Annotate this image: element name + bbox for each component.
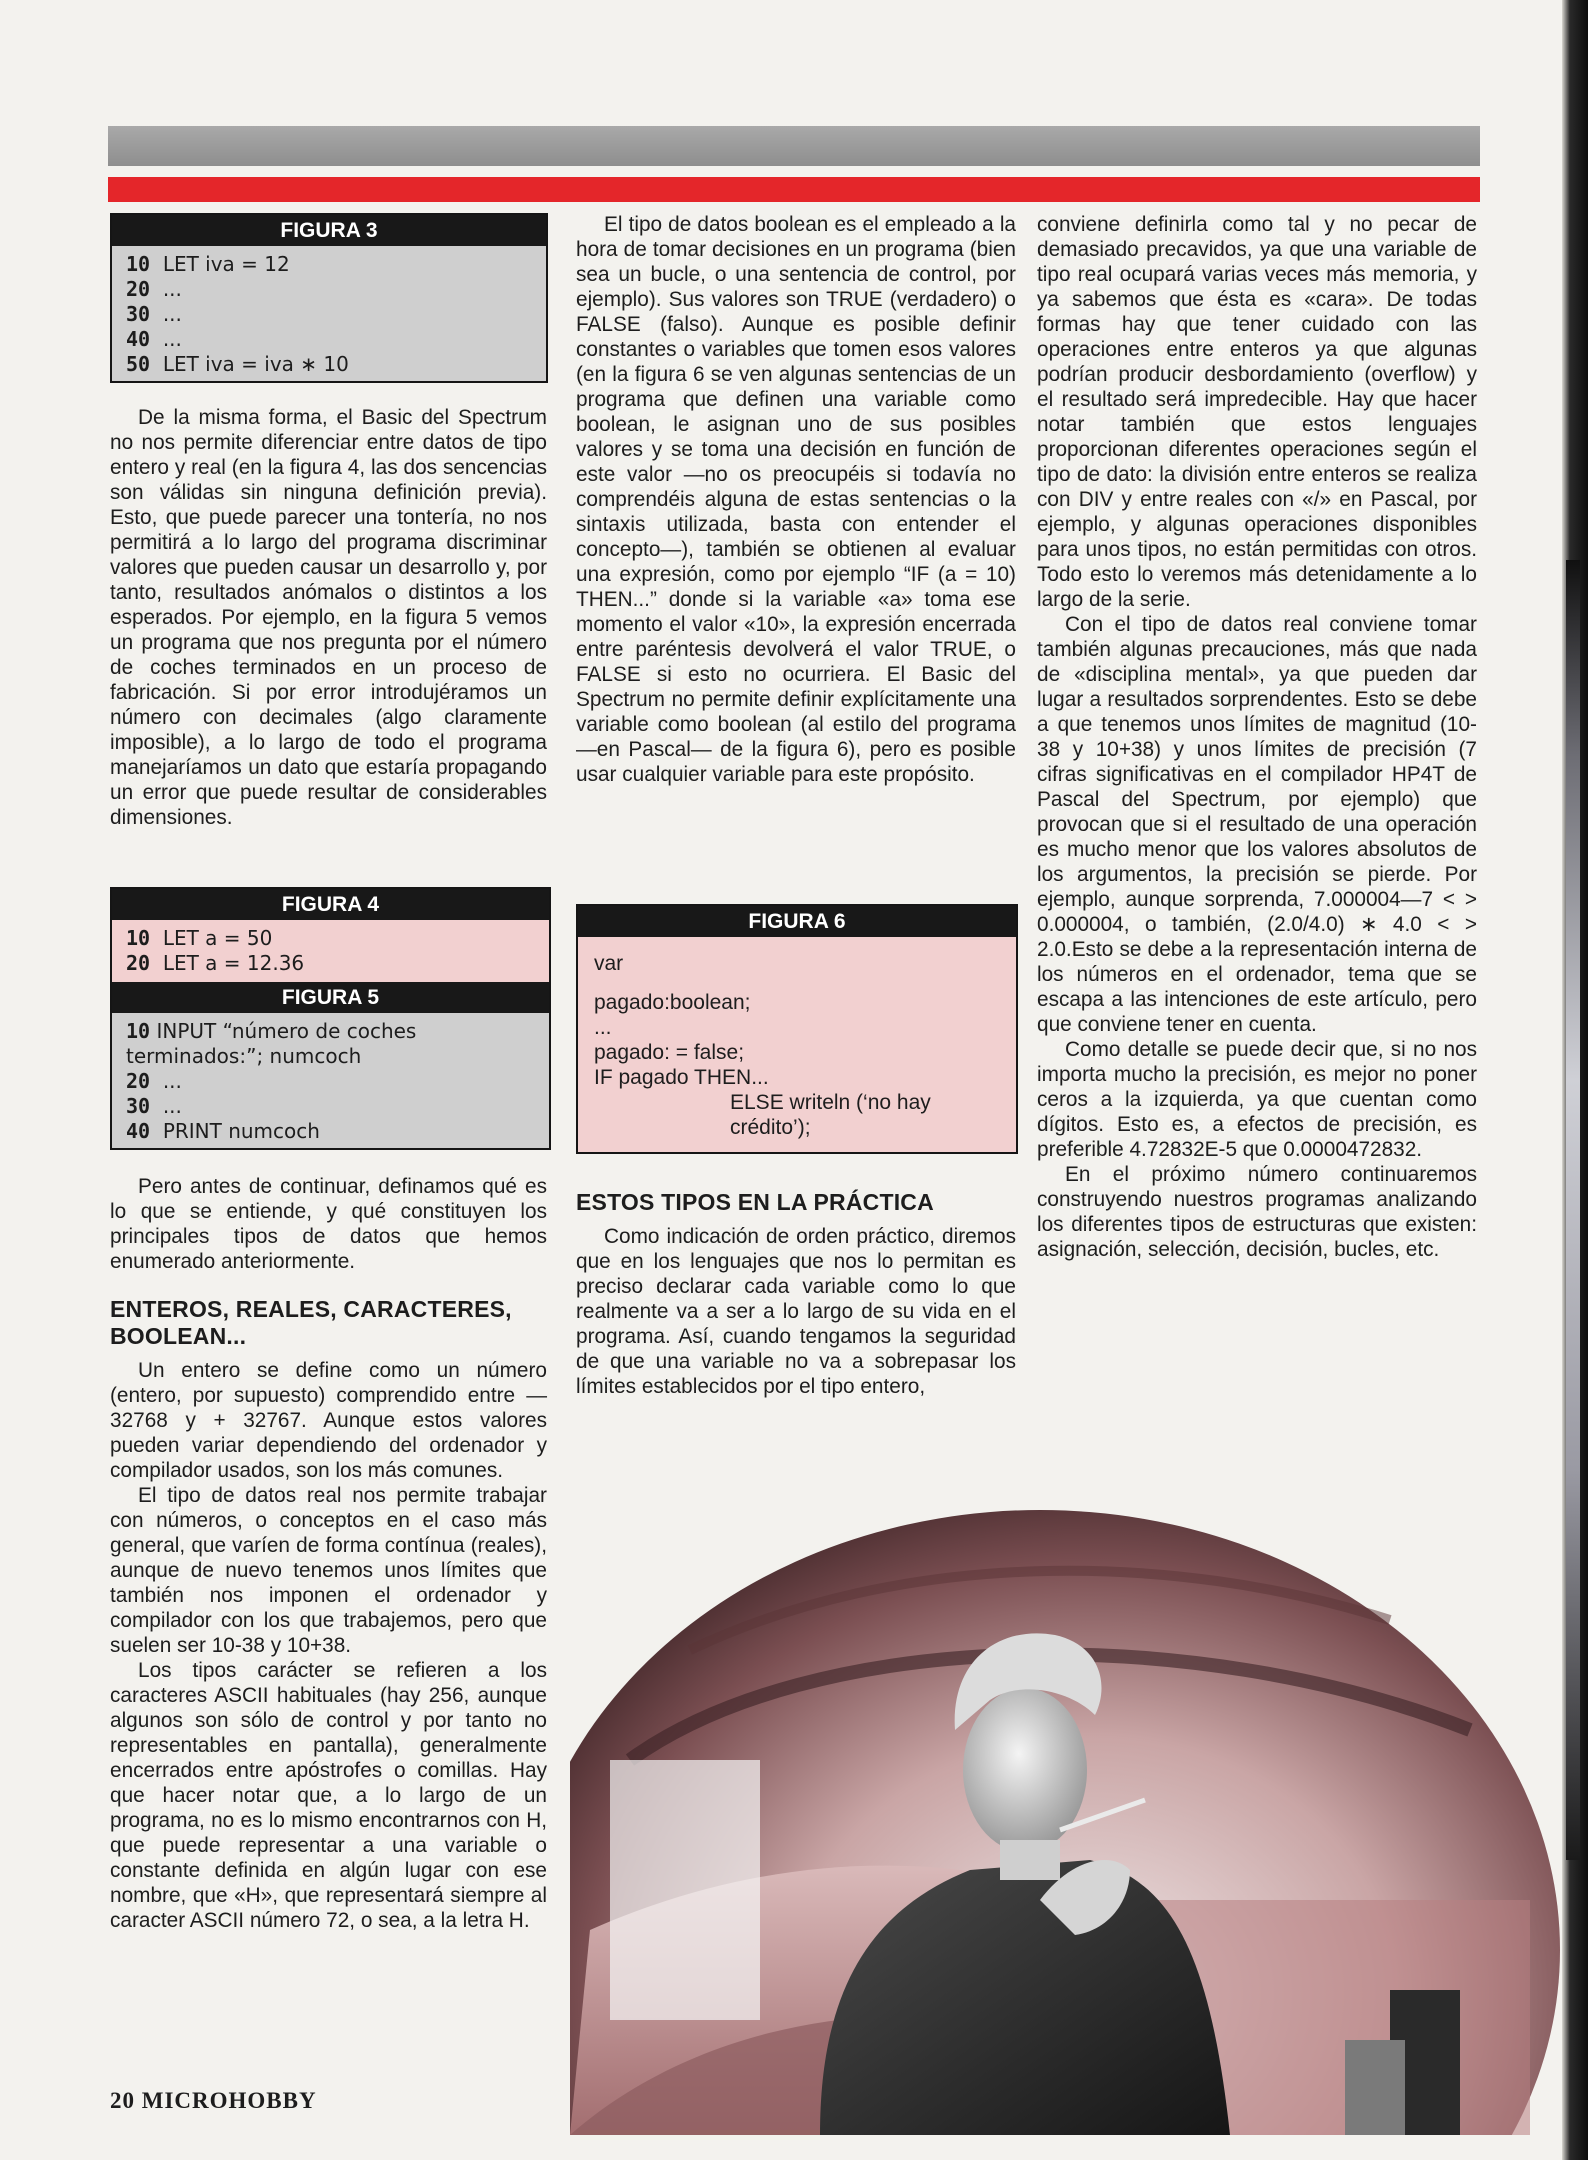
figura-3-code xyxy=(112,246,546,381)
facing-page-edge xyxy=(1566,560,1580,1860)
page-footer: 20 MICROHOBBY xyxy=(110,2088,317,2113)
figura-3-title: FIGURA 3 xyxy=(112,215,546,246)
figura-4-code xyxy=(112,920,549,982)
section-heading-estos-tipos: ESTOS TIPOS EN LA PRÁCTICA xyxy=(576,1189,934,1215)
column-1-text-c xyxy=(110,1358,547,1933)
paragraph: Pero antes de continuar, definamos qué es lo que se entiende, y qué constituyen los principales tipos de datos que hemos enumerado anteriormente. xyxy=(110,1175,547,1273)
code-line: ... xyxy=(594,1016,612,1039)
code-line: 10 INPUT “número de coches terminados:”; numcoch xyxy=(126,1019,417,1068)
section-heading-enteros: ENTEROS, REALES, CARACTERES, BOOLEAN... xyxy=(110,1296,512,1349)
code-line: ELSE writeln (‘no hay xyxy=(730,1091,931,1114)
figura-6-box xyxy=(576,904,1018,1154)
column-2-text xyxy=(576,212,1016,787)
code-line: 20 LET a = 12.36 xyxy=(126,951,305,975)
figura-4-5-box xyxy=(110,887,551,1150)
code-line: pagado: = false; xyxy=(594,1041,745,1064)
code-line: 20 ... xyxy=(126,1069,182,1093)
code-line: pagado:boolean; xyxy=(594,991,751,1014)
figura-6-code xyxy=(578,937,1016,1154)
code-line: 10 LET a = 50 xyxy=(126,926,273,950)
paragraph: Con el tipo de datos real conviene tomar también algunas precauciones, más que nada de «disciplina mental», ya que pueden dar lugar a resultados sorprendentes. Esto se debe a que tenemos unos límites de magnitud (10-38 y 10+38) y unos límites de precisión (7 cifras significativas en el compilador HP4T de Pascal del Spectrum, por ejemplo) que provocan que si el resultado de una operación es mucho menor que los valores absolutos de los argumentos, la precisión se pierde. Por ejemplo, aunque sorprenda, 7.000004—7 < > 0.000004, o también, (2.0/4.0) ∗ 4.0 < > 2.0.Esto se debe a la representación interna de los números en el ordenador, tema que se escapa a las intenciones de este artículo, pero que conviene tener en cuenta. xyxy=(1037,613,1477,1036)
column-1-text-b xyxy=(110,1174,547,1274)
column-2-text-b xyxy=(576,1224,1016,1399)
code-line: 50 LET iva = iva ∗ 10 xyxy=(126,352,349,376)
paragraph: El tipo de datos boolean es el empleado a la hora de tomar decisiones en un programa (bien sea un bucle, o una sentencia de control, por ejemplo). Sus valores son TRUE (verdadero) o FALSE (falso). Aunque es posible definir constantes o variables que tomen esos valores (en la figura 6 se ven algunas sentencias de un programa que definen una variable como boolean, le asignan uno de sus posibles valores y se toma una decisión en función de este valor —no os preocupéis si todavía no comprendéis alguna de estas sentencias o la sintaxis utilizada, basta con entender el concepto—), también se obtienen al evaluar una expresión, como por ejemplo “IF (a = 10) THEN...” donde si la variable «a» toma ese momento el valor «10», la expresión encerrada entre paréntesis devolverá el valor TRUE, o FALSE si esto no ocurriera. El Basic del Spectrum no permite definir explícitamente una variable como boolean (al estilo del programa —en Pascal— de la figura 6), pero es posible usar cualquier variable para este propósito. xyxy=(576,213,1016,786)
code-line: IF pagado THEN... xyxy=(594,1066,769,1089)
paragraph: De la misma forma, el Basic del Spectrum no nos permite diferenciar entre datos de tipo entero y real (en la figura 4, las dos sencencias son válidas sin ninguna definición previa). Esto, que puede parecer una tontería, no nos permitirá a lo largo del programa discriminar valores que pueden causar un desarrollo y, por tanto, resultados anómalos o distintos a los esperados. Por ejemplo, en la figura 5 vemos un programa que nos pregunta por el número de coches terminados en un proceso de fabricación. Si por error introdujéramos un número con decimales (algo claramente imposible), a lo largo de todo el programa manejaríamos un dato que estaría propagando un error que puede resultar de considerables dimensiones. xyxy=(110,406,547,829)
code-line: 10 LET iva = 12 xyxy=(126,252,290,276)
header-red-band xyxy=(108,177,1480,202)
paragraph: Como indicación de orden práctico, diremos que en los lenguajes que nos lo permitan es preciso declarar cada variable como lo que realmente va a ser a lo largo de su vida en el programa. Así, cuando tengamos la seguridad de que una variable no va a sobrepasar los límites establecidos por el tipo entero, xyxy=(576,1225,1016,1398)
paragraph: Como detalle se puede decir que, si no nos importa mucho la precisión, es mejor no poner ceros a la izquierda, ya que cuentan como dígitos. Esto es, a efectos de precisión, es preferible 4.72832E-5 que 0.0000472832. xyxy=(1037,1038,1477,1161)
paragraph: El tipo de datos real nos permite trabajar con números, o conceptos en el caso más general, que varíen de forma contínua (reales), aunque de nuevo tenemos unos límites que también nos imponen el ordenador y compilador con los que trabajemos, pero que suelen ser 10-38 y 10+38. xyxy=(110,1484,547,1657)
paragraph: conviene definirla como tal y no pecar de demasiado precavidos, ya que una variable de tipo real ocupará varias veces más memoria, y ya sabemos que ésta es «cara». De todas formas hay que tener cuidado con las operaciones entre enteros ya que algunas podrían producir desbordamiento (overflow) y el resultado será impredecible. Hay que hacer notar también que estos lenguajes proporcionan diferentes operaciones según el tipo de dato: la división entre enteros se realiza con DIV y entre reales con «/» en Pascal, por ejemplo, y algunas operaciones disponibles para unos tipos, no están permitidas con otros. Todo esto lo veremos más detenidamente a lo largo de la serie. xyxy=(1037,213,1477,611)
code-line: 30 ... xyxy=(126,302,182,326)
figura-6-title: FIGURA 6 xyxy=(578,906,1016,937)
column-3-text xyxy=(1037,212,1477,1262)
column-1-text xyxy=(110,405,547,830)
code-line: 40 ... xyxy=(126,327,182,351)
code-line: 40 PRINT numcoch xyxy=(126,1119,320,1143)
paragraph: Un entero se define como un número (entero, por supuesto) comprendido entre —32768 y + 32767. Aunque estos valores pueden variar dependiendo del ordenador y compilador usados, son los más comunes. xyxy=(110,1359,547,1482)
code-line: crédito’); xyxy=(730,1116,811,1139)
figura-5-title: FIGURA 5 xyxy=(112,982,549,1013)
code-line: var xyxy=(594,952,624,975)
figura-3-box xyxy=(110,213,548,383)
man-in-sphere-illustration xyxy=(570,1430,1560,2135)
figura-5-code xyxy=(112,1013,549,1148)
code-line: 30 ... xyxy=(126,1094,182,1118)
code-line: 20 ... xyxy=(126,277,182,301)
header-gray-band xyxy=(108,126,1480,166)
paragraph: En el próximo número continuaremos construyendo nuestros programas analizando los diferentes tipos de estructuras que existen: asignación, selección, decisión, bucles, etc. xyxy=(1037,1163,1477,1261)
paragraph: Los tipos carácter se refieren a los caracteres ASCII habituales (hay 256, aunque algunos son sólo de control y por tanto no representables en pantalla), generalmente encerrados entre apóstrofes o comillas. Hay que hacer notar que, a lo largo de un programa, no es lo mismo encontrarnos con H, que puede representar a una variable o constante definida en algún lugar con ese nombre, que «H», que representará siempre al caracter ASCII número 72, o sea, a la letra H. xyxy=(110,1659,547,1932)
figura-4-title: FIGURA 4 xyxy=(112,889,549,920)
